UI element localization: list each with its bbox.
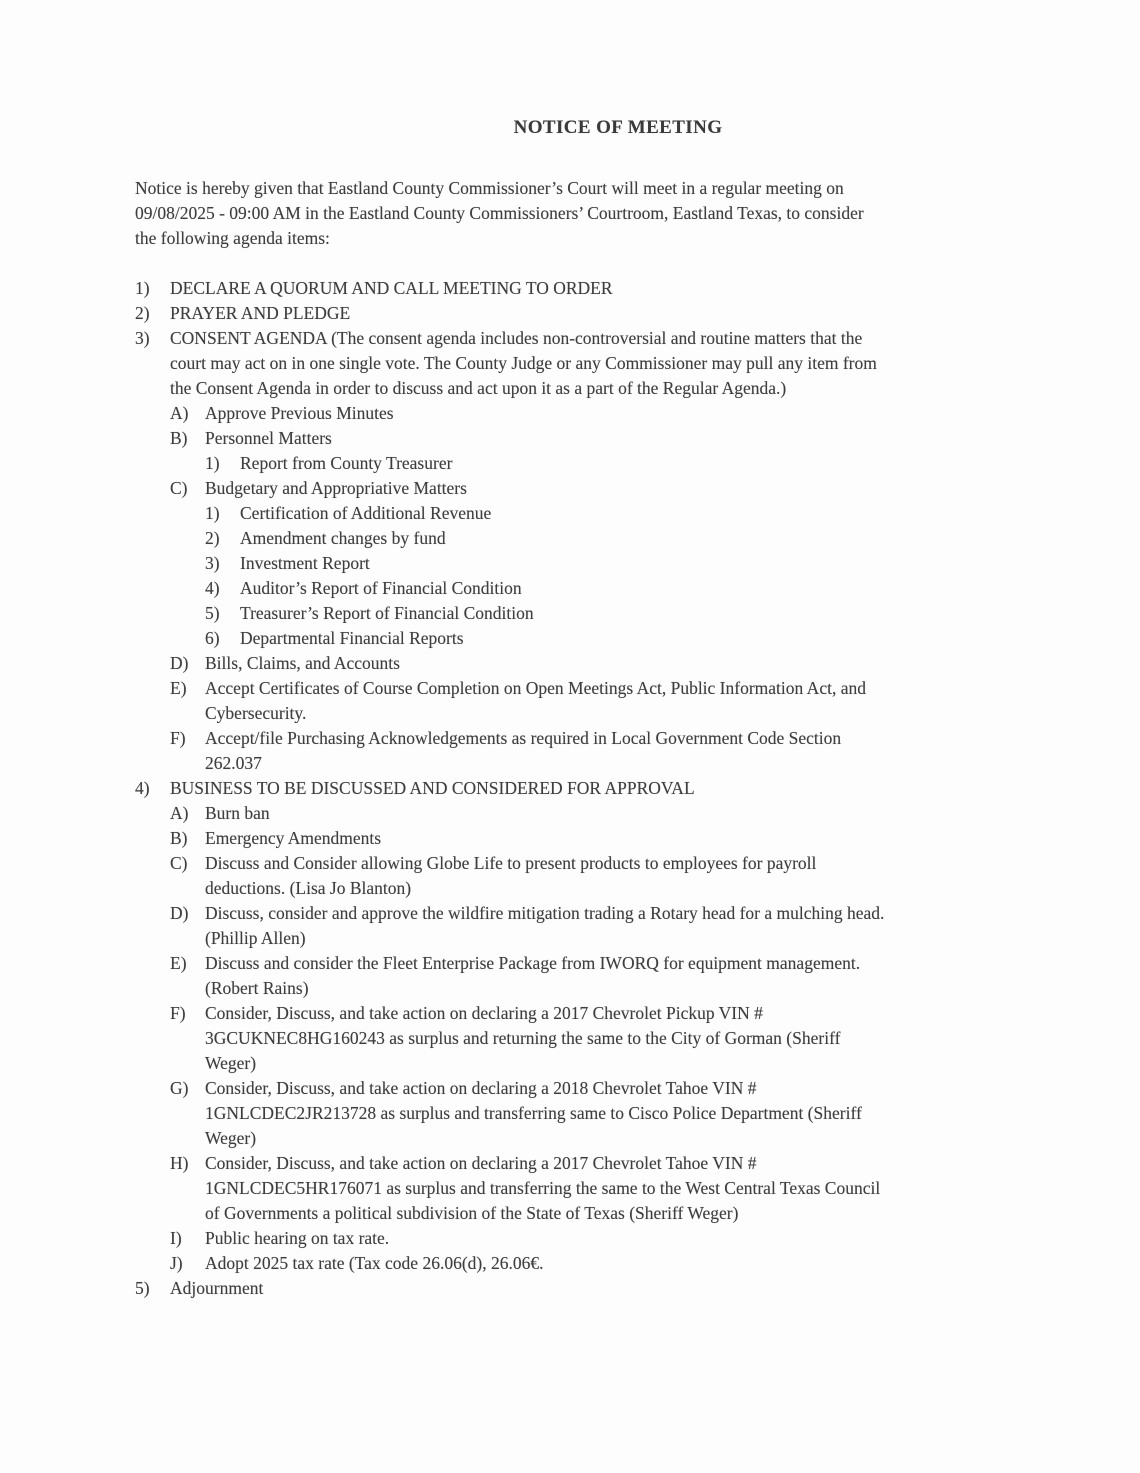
item-text — [205, 1151, 884, 1226]
agenda-item — [170, 1226, 884, 1251]
text-line: Cybersecurity. — [205, 703, 307, 723]
text-line: 3GCUKNEC8HG160243 as surplus and returning the same to the City of Gorman (Sheriff — [205, 1028, 841, 1048]
text-line: Discuss and consider the Fleet Enterprise Package from IWORQ for equipment management. — [205, 953, 861, 973]
text-line: (Phillip Allen) — [205, 928, 306, 948]
item-marker: 2) — [135, 303, 150, 323]
item-text — [205, 401, 884, 426]
text-line: Adopt 2025 tax rate (Tax code 26.06(d), 26.06€. — [205, 1253, 544, 1273]
agenda-item — [205, 451, 884, 476]
text-line: Report from County Treasurer — [240, 453, 453, 473]
agenda-item — [170, 801, 884, 826]
item-text — [205, 426, 884, 451]
item-marker: D) — [170, 653, 189, 673]
agenda-item — [170, 1151, 884, 1226]
text-line: of Governments a political subdivision of the State of Texas (Sheriff Weger) — [205, 1203, 739, 1223]
item-marker: C) — [170, 478, 188, 498]
item-marker: B) — [170, 828, 188, 848]
item-text — [205, 1076, 884, 1151]
text-line: Consider, Discuss, and take action on declaring a 2017 Chevrolet Tahoe VIN # — [205, 1153, 757, 1173]
text-line: the Consent Agenda in order to discuss and act upon it as a part of the Regular Agenda.) — [170, 378, 787, 398]
agenda-list — [135, 276, 884, 1301]
item-marker: F) — [170, 728, 186, 748]
agenda-item — [170, 1076, 884, 1151]
item-text — [240, 601, 884, 626]
text-line: the following agenda items: — [135, 228, 330, 248]
text-line: Weger) — [205, 1053, 257, 1073]
agenda-item — [205, 551, 884, 576]
item-text — [170, 776, 884, 801]
agenda-item — [170, 951, 884, 1001]
text-line: CONSENT AGENDA (The consent agenda includes non-controversial and routine matters that the — [170, 328, 863, 348]
item-text — [170, 276, 884, 301]
text-line: Amendment changes by fund — [240, 528, 446, 548]
item-marker: A) — [170, 403, 189, 423]
item-text — [170, 301, 884, 326]
item-marker: 5) — [205, 603, 220, 623]
text-line: Public hearing on tax rate. — [205, 1228, 390, 1248]
agenda-item — [170, 426, 884, 451]
item-marker: 1) — [205, 453, 220, 473]
item-text — [205, 726, 884, 776]
agenda-item — [205, 576, 884, 601]
item-text — [205, 901, 884, 951]
text-line: BUSINESS TO BE DISCUSSED AND CONSIDERED FOR APPROVAL — [170, 778, 695, 798]
item-text — [205, 951, 884, 1001]
text-line: Investment Report — [240, 553, 370, 573]
item-marker: 1) — [205, 503, 220, 523]
item-text — [240, 626, 884, 651]
text-line: Certification of Additional Revenue — [240, 503, 492, 523]
agenda-item — [135, 326, 884, 401]
item-text — [205, 1001, 884, 1076]
text-line: 1GNLCDEC2JR213728 as surplus and transferring same to Cisco Police Department (Sheriff — [205, 1103, 862, 1123]
item-text — [240, 576, 884, 601]
item-text — [240, 551, 884, 576]
text-line: (Robert Rains) — [205, 978, 309, 998]
agenda-item — [170, 851, 884, 901]
item-marker: G) — [170, 1078, 189, 1098]
agenda-item — [205, 601, 884, 626]
text-line: Treasurer’s Report of Financial Condition — [240, 603, 534, 623]
text-line: Notice is hereby given that Eastland County Commissioner’s Court will meet in a regular meeting on — [135, 178, 844, 198]
item-text — [205, 651, 884, 676]
text-line: Adjournment — [170, 1278, 264, 1298]
agenda-item — [170, 401, 884, 426]
item-marker: D) — [170, 903, 189, 923]
text-line: DECLARE A QUORUM AND CALL MEETING TO ORDER — [170, 278, 613, 298]
item-marker: E) — [170, 678, 187, 698]
agenda-item — [170, 726, 884, 776]
page-title: NOTICE OF MEETING — [513, 117, 723, 138]
item-text — [170, 326, 884, 401]
agenda-item — [205, 501, 884, 526]
agenda-item — [170, 826, 884, 851]
text-line: Discuss and Consider allowing Globe Life to present products to employees for payroll — [205, 853, 817, 873]
item-marker: H) — [170, 1153, 189, 1173]
item-text — [205, 851, 884, 901]
item-marker: C) — [170, 853, 188, 873]
text-line: Burn ban — [205, 803, 270, 823]
agenda-item — [135, 776, 884, 801]
agenda-item — [170, 1001, 884, 1076]
item-marker: 3) — [205, 553, 220, 573]
text-line: Departmental Financial Reports — [240, 628, 464, 648]
item-text — [205, 676, 884, 726]
text-line: 09/08/2025 - 09:00 AM in the Eastland County Commissioners’ Courtroom, Eastland Texas, to consider — [135, 203, 864, 223]
text-line: Accept Certificates of Course Completion on Open Meetings Act, Public Information Act, and — [205, 678, 866, 698]
item-text — [170, 1276, 884, 1301]
agenda-item — [170, 676, 884, 726]
item-text — [205, 826, 884, 851]
item-text — [205, 476, 884, 501]
text-line: court may act on in one single vote. The County Judge or any Commissioner may pull any item from — [170, 353, 877, 373]
item-marker: 4) — [205, 578, 220, 598]
agenda-item — [170, 651, 884, 676]
text-line: Auditor’s Report of Financial Condition — [240, 578, 522, 598]
text-line: 1GNLCDEC5HR176071 as surplus and transferring the same to the West Central Texas Council — [205, 1178, 881, 1198]
item-marker: I) — [170, 1228, 182, 1248]
item-marker: J) — [170, 1253, 183, 1273]
text-line: Approve Previous Minutes — [205, 403, 394, 423]
item-marker: E) — [170, 953, 187, 973]
agenda-item — [135, 276, 884, 301]
text-line: Discuss, consider and approve the wildfire mitigation trading a Rotary head for a mulching head. — [205, 903, 885, 923]
item-marker: 2) — [205, 528, 220, 548]
item-marker: A) — [170, 803, 189, 823]
text-line: Personnel Matters — [205, 428, 332, 448]
item-text — [205, 1251, 884, 1276]
item-text — [240, 526, 884, 551]
agenda-item — [135, 301, 884, 326]
text-line: 262.037 — [205, 753, 262, 773]
item-text — [240, 501, 884, 526]
text-line: Accept/file Purchasing Acknowledgements as required in Local Government Code Section — [205, 728, 842, 748]
item-marker: 6) — [205, 628, 220, 648]
text-line: Emergency Amendments — [205, 828, 382, 848]
item-marker: B) — [170, 428, 188, 448]
text-line: Bills, Claims, and Accounts — [205, 653, 400, 673]
text-line: Consider, Discuss, and take action on declaring a 2018 Chevrolet Tahoe VIN # — [205, 1078, 757, 1098]
item-marker: 3) — [135, 328, 150, 348]
item-marker: F) — [170, 1003, 186, 1023]
text-line: deductions. (Lisa Jo Blanton) — [205, 878, 412, 898]
intro-paragraph — [135, 176, 864, 251]
text-line: Consider, Discuss, and take action on declaring a 2017 Chevrolet Pickup VIN # — [205, 1003, 763, 1023]
agenda-item — [170, 901, 884, 951]
agenda-item — [205, 526, 884, 551]
item-text — [240, 451, 884, 476]
agenda-item — [205, 626, 884, 651]
item-marker: 4) — [135, 778, 150, 798]
text-line: Weger) — [205, 1128, 257, 1148]
text-line: PRAYER AND PLEDGE — [170, 303, 351, 323]
item-text — [205, 801, 884, 826]
agenda-item — [170, 476, 884, 501]
agenda-item — [135, 1276, 884, 1301]
agenda-item — [170, 1251, 884, 1276]
item-marker: 1) — [135, 278, 150, 298]
text-line: Budgetary and Appropriative Matters — [205, 478, 467, 498]
item-text — [205, 1226, 884, 1251]
item-marker: 5) — [135, 1278, 150, 1298]
